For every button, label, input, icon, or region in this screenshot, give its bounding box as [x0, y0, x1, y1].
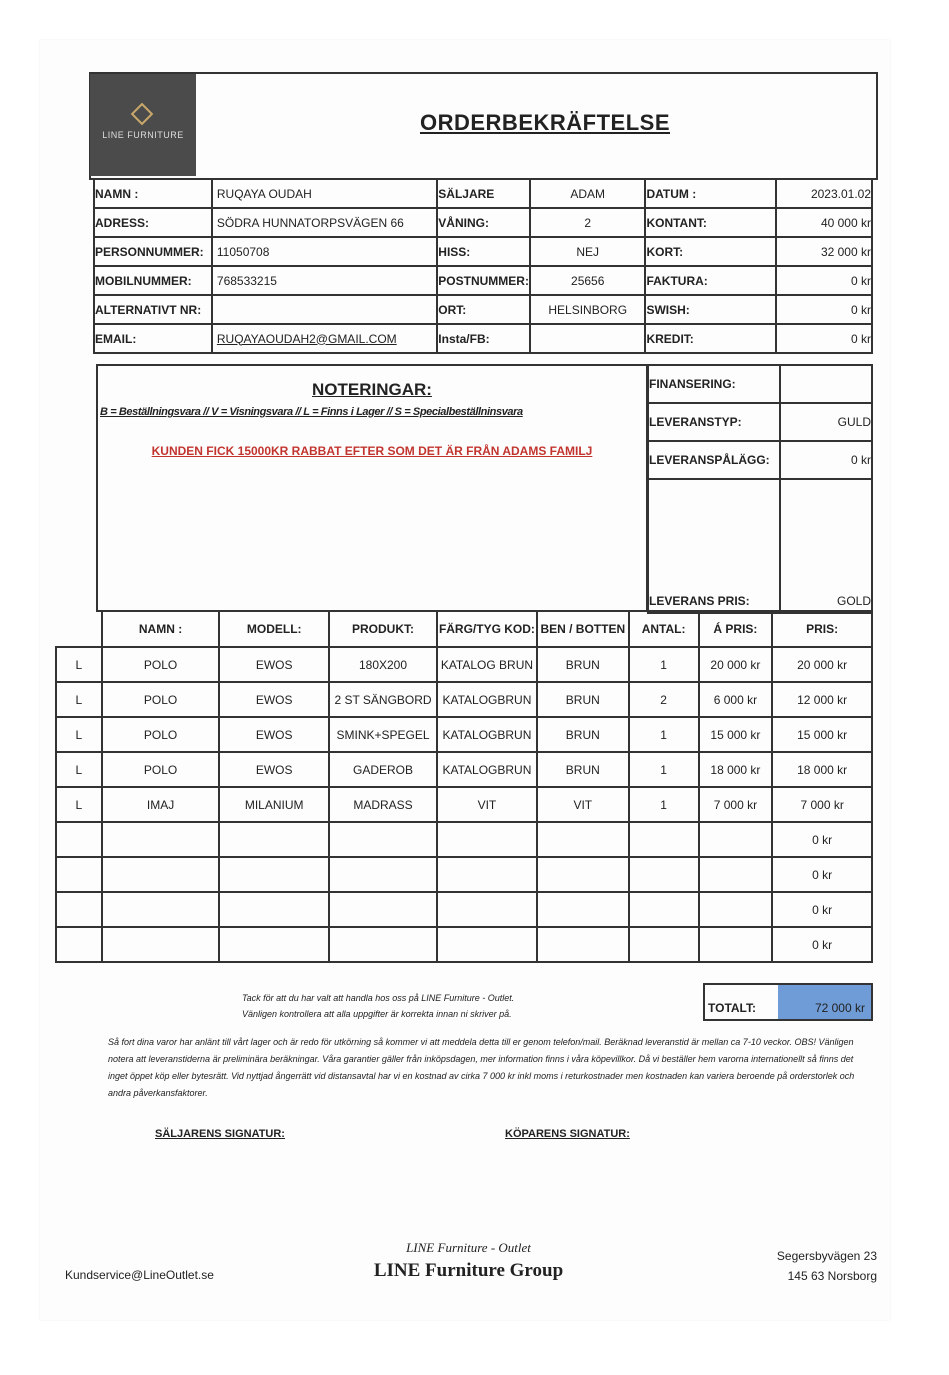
namn-value: RUQAYA OUDAH [212, 179, 437, 208]
item-namn-cell: POLO [102, 682, 220, 717]
item-modell-cell: EWOS [219, 717, 329, 752]
item-antal-cell [629, 927, 699, 962]
item-pris-cell: 18 000 kr [772, 752, 872, 787]
item-pris-cell: 0 kr [772, 857, 872, 892]
item-apris-cell: 7 000 kr [699, 787, 773, 822]
item-code-cell: L [56, 647, 102, 682]
item-modell-cell: EWOS [219, 647, 329, 682]
item-produkt-cell: GADEROB [329, 752, 437, 787]
alternativt-label: ALTERNATIVT NR: [94, 295, 212, 324]
item-farg-cell [437, 822, 537, 857]
item-antal-cell: 1 [629, 787, 699, 822]
postnummer-value: 25656 [530, 266, 645, 295]
item-modell-cell: MILANIUM [219, 787, 329, 822]
footer-brand-sub: LINE Furniture - Outlet [406, 1240, 531, 1255]
item-farg-cell: KATALOGBRUN [437, 682, 537, 717]
finansering-value [780, 365, 872, 403]
items-header-code [56, 611, 102, 647]
item-apris-cell [699, 822, 773, 857]
item-antal-cell: 2 [629, 682, 699, 717]
logo-text: LINE FURNITURE [102, 130, 184, 140]
leveranspalagg-label: LEVERANSPÅLÄGG: [648, 441, 780, 479]
kontant-label: KONTANT: [645, 208, 776, 237]
kredit-value: 0 kr [776, 324, 872, 353]
namn-label: NAMN : [94, 179, 212, 208]
ort-value: HELSINBORG [530, 295, 645, 324]
ort-label: ORT: [437, 295, 530, 324]
item-farg-cell: KATALOG BRUN [437, 647, 537, 682]
items-header-namn: NAMN : [102, 611, 220, 647]
item-code-cell [56, 927, 102, 962]
items-header-ben: BEN / BOTTEN [537, 611, 629, 647]
item-apris-cell: 18 000 kr [699, 752, 773, 787]
kort-label: KORT: [645, 237, 776, 266]
notes-heading: NOTERINGAR: [312, 380, 432, 399]
items-table [55, 610, 873, 963]
items-header-apris: Á PRIS: [699, 611, 773, 647]
item-code-cell [56, 892, 102, 927]
item-apris-cell: 6 000 kr [699, 682, 773, 717]
item-namn-cell [102, 892, 220, 927]
item-namn-cell [102, 927, 220, 962]
saljare-value: ADAM [530, 179, 645, 208]
page-title: ORDERBEKRÄFTELSE [419, 110, 670, 135]
item-modell-cell: EWOS [219, 752, 329, 787]
items-header-pris: PRIS: [772, 611, 872, 647]
item-produkt-cell: MADRASS [329, 787, 437, 822]
item-apris-cell [699, 927, 773, 962]
table-row [56, 927, 872, 962]
customer-info-table [93, 178, 873, 354]
item-pris-cell: 0 kr [772, 892, 872, 927]
item-antal-cell: 1 [629, 647, 699, 682]
item-apris-cell: 15 000 kr [699, 717, 773, 752]
email-value[interactable]: RUQAYAOUDAH2@GMAIL.COM [212, 324, 437, 353]
postnummer-label: POSTNUMMER: [437, 266, 530, 295]
item-code-cell: L [56, 752, 102, 787]
item-namn-cell: POLO [102, 752, 220, 787]
footer-brand: LINE Furniture Group [373, 1260, 564, 1281]
leveranspalagg-value: 0 kr [780, 441, 872, 479]
item-pris-cell: 0 kr [772, 822, 872, 857]
item-ben-cell [537, 927, 629, 962]
item-namn-cell: POLO [102, 717, 220, 752]
company-logo [90, 74, 196, 176]
mobil-value: 768533215 [212, 266, 437, 295]
footer-address-2: 145 63 Norsborg [787, 1269, 877, 1283]
item-farg-cell: VIT [437, 787, 537, 822]
mobil-label: MOBILNUMMER: [94, 266, 212, 295]
leveranspris-value: GOLD [780, 479, 872, 613]
thanks-line-2: Vänligen kontrollera att alla uppgifter är korrekta innan ni skriver på. [242, 1009, 512, 1019]
adress-label: ADRESS: [94, 208, 212, 237]
item-namn-cell [102, 822, 220, 857]
faktura-value: 0 kr [776, 266, 872, 295]
footer-address-1: Segersbyvägen 23 [776, 1249, 877, 1263]
personnummer-value: 11050708 [212, 237, 437, 266]
logo-emblem-icon [131, 103, 154, 126]
item-ben-cell [537, 822, 629, 857]
item-pris-cell: 0 kr [772, 927, 872, 962]
kort-value: 32 000 kr [776, 237, 872, 266]
alternativt-value [212, 295, 437, 324]
terms-text: Så fort dina varor har anlänt till vårt lager och är redo för utkörning så kommer vi att meddela detta till er genom telefon/mail. Beräknad leveranstid är mellan ca 7-10 veckor. OBS! Vänligen notera att leveranstiderna är preliminära beräkningar. Våra garantier gäller från inköpsdagen, mer information finns i våra köpevillkor. Då vi beställer hem varorna internationellt så finns det inget öppet köp eller bytesrätt. Vid nyttjad ångerrätt vid distansavtal har vi en kostnad av cirka 7 000 kr inkl moms i returkostnader men kostnaden kan variera beroende på orderstorlek och andra påverkansfaktorer. [108, 1037, 855, 1098]
datum-value: 2023.01.02 [776, 179, 872, 208]
table-row [56, 787, 872, 822]
table-row [56, 892, 872, 927]
email-label: EMAIL: [94, 324, 212, 353]
footer-email[interactable]: Kundservice@LineOutlet.se [65, 1268, 214, 1282]
item-ben-cell: VIT [537, 787, 629, 822]
total-value: 72 000 kr [778, 985, 871, 1019]
table-row [56, 752, 872, 787]
faktura-label: FAKTURA: [645, 266, 776, 295]
item-produkt-cell [329, 822, 437, 857]
item-pris-cell: 12 000 kr [772, 682, 872, 717]
finansering-label: FINANSERING: [648, 365, 780, 403]
swish-label: SWISH: [645, 295, 776, 324]
item-pris-cell: 15 000 kr [772, 717, 872, 752]
leveranstyp-value: GULD [780, 403, 872, 441]
kredit-label: KREDIT: [645, 324, 776, 353]
notes-remark: KUNDEN FICK 15000KR RABBAT EFTER SOM DET ÄR FRÅN ADAMS FAMILJ [151, 444, 593, 458]
item-ben-cell: BRUN [537, 647, 629, 682]
adress-value: SÖDRA HUNNATORPSVÄGEN 66 [212, 208, 437, 237]
item-modell-cell: EWOS [219, 682, 329, 717]
items-header-farg: FÄRG/TYG KOD: [437, 611, 537, 647]
vaning-value: 2 [530, 208, 645, 237]
item-farg-cell [437, 927, 537, 962]
item-antal-cell [629, 822, 699, 857]
item-farg-cell [437, 892, 537, 927]
leveranspris-label: LEVERANS PRIS: [648, 479, 780, 613]
item-ben-cell [537, 857, 629, 892]
item-code-cell [56, 857, 102, 892]
personnummer-label: PERSONNUMMER: [94, 237, 212, 266]
item-antal-cell [629, 892, 699, 927]
item-apris-cell [699, 892, 773, 927]
hiss-value: NEJ [530, 237, 645, 266]
datum-label: DATUM : [645, 179, 776, 208]
delivery-table [647, 364, 873, 614]
item-code-cell: L [56, 717, 102, 752]
item-farg-cell [437, 857, 537, 892]
item-ben-cell: BRUN [537, 717, 629, 752]
swish-value: 0 kr [776, 295, 872, 324]
item-produkt-cell [329, 927, 437, 962]
item-produkt-cell: 2 ST SÄNGBORD [329, 682, 437, 717]
item-produkt-cell [329, 857, 437, 892]
seller-signature-label: SÄLJARENS SIGNATUR: [155, 1128, 285, 1140]
item-modell-cell [219, 822, 329, 857]
item-antal-cell [629, 857, 699, 892]
total-label: TOTALT: [708, 1001, 756, 1015]
leveranstyp-label: LEVERANSTYP: [648, 403, 780, 441]
item-pris-cell: 7 000 kr [772, 787, 872, 822]
item-modell-cell [219, 857, 329, 892]
notes-box [96, 364, 648, 612]
item-code-cell: L [56, 787, 102, 822]
items-header-produkt: PRODUKT: [329, 611, 437, 647]
item-farg-cell: KATALOGBRUN [437, 752, 537, 787]
item-code-cell [56, 822, 102, 857]
notes-legend: B = Beställningsvara // V = Visningsvara // L = Finns i Lager // S = Specialbeställninsvara [100, 406, 523, 418]
insta-value [530, 324, 645, 353]
item-apris-cell [699, 857, 773, 892]
items-header-modell: MODELL: [219, 611, 329, 647]
item-antal-cell: 1 [629, 752, 699, 787]
item-produkt-cell: 180X200 [329, 647, 437, 682]
table-row [56, 822, 872, 857]
thanks-line-1: Tack för att du har valt att handla hos oss på LINE Furniture - Outlet. [242, 993, 515, 1003]
item-ben-cell: BRUN [537, 752, 629, 787]
item-produkt-cell: SMINK+SPEGEL [329, 717, 437, 752]
buyer-signature-label: KÖPARENS SIGNATUR: [505, 1128, 630, 1140]
item-produkt-cell [329, 892, 437, 927]
kontant-value: 40 000 kr [776, 208, 872, 237]
item-namn-cell: POLO [102, 647, 220, 682]
vaning-label: VÅNING: [437, 208, 530, 237]
item-apris-cell: 20 000 kr [699, 647, 773, 682]
table-row [56, 717, 872, 752]
table-row [56, 857, 872, 892]
item-namn-cell [102, 857, 220, 892]
item-ben-cell [537, 892, 629, 927]
hiss-label: HISS: [437, 237, 530, 266]
saljare-label: SÄLJARE [437, 179, 530, 208]
item-namn-cell: IMAJ [102, 787, 220, 822]
items-header-antal: ANTAL: [629, 611, 699, 647]
item-code-cell: L [56, 682, 102, 717]
item-farg-cell: KATALOGBRUN [437, 717, 537, 752]
item-ben-cell: BRUN [537, 682, 629, 717]
item-modell-cell [219, 927, 329, 962]
table-row [56, 647, 872, 682]
item-modell-cell [219, 892, 329, 927]
item-antal-cell: 1 [629, 717, 699, 752]
items-body [56, 647, 872, 962]
table-row [56, 682, 872, 717]
insta-label: Insta/FB: [437, 324, 530, 353]
item-pris-cell: 20 000 kr [772, 647, 872, 682]
